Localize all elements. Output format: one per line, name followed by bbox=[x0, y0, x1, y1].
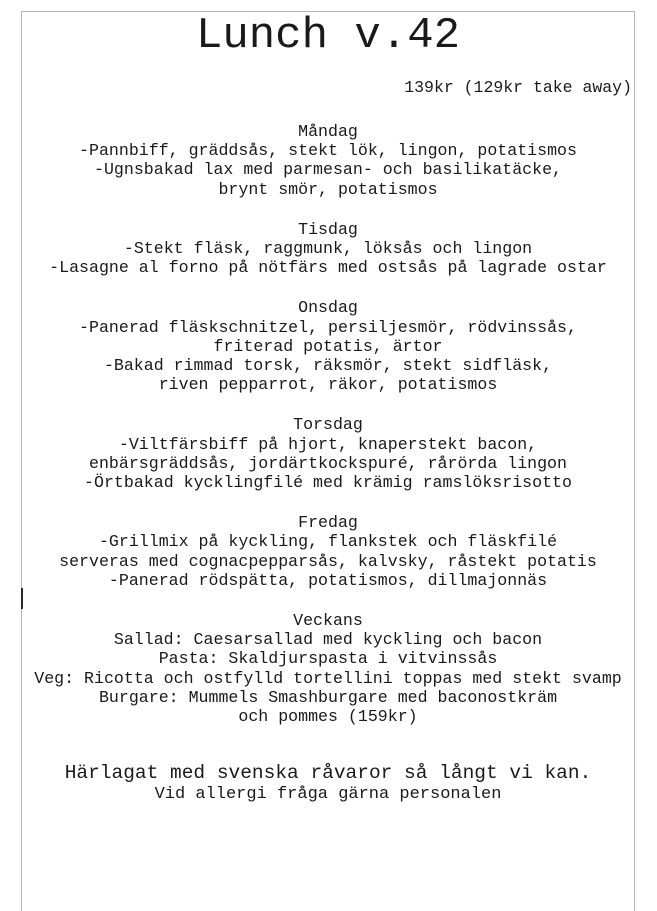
menu-line: -Örtbakad kycklingfilé med krämig ramslöksrisotto bbox=[84, 473, 572, 493]
menu-line: Veg: Ricotta och ostfylld tortellini toppas med stekt svamp bbox=[34, 668, 622, 688]
menu-line: -Panerad rödspätta, potatismos, dillmajonnäs bbox=[108, 570, 548, 590]
menu-line: riven pepparrot, räkor, potatismos bbox=[158, 375, 498, 395]
menu-section bbox=[22, 513, 634, 590]
menu-line: Sallad: Caesarsallad med kyckling och bacon bbox=[113, 630, 543, 650]
menu-line: -Panerad fläskschnitzel, persiljesmör, rödvinssås, bbox=[79, 317, 577, 337]
menu-section bbox=[22, 220, 634, 278]
menu-line: brynt smör, potatismos bbox=[218, 179, 438, 199]
day-heading: Torsdag bbox=[293, 415, 363, 435]
menu-section bbox=[22, 298, 634, 394]
menu-section bbox=[22, 122, 634, 199]
border-mark bbox=[21, 588, 23, 609]
day-heading: Veckans bbox=[293, 611, 363, 631]
page-frame bbox=[21, 11, 635, 911]
menu-line: -Stekt fläsk, raggmunk, löksås och lingon bbox=[123, 239, 533, 259]
menu-line: friterad potatis, ärtor bbox=[213, 336, 443, 356]
day-heading: Tisdag bbox=[298, 219, 358, 239]
menu-line: -Viltfärsbiff på hjort, knaperstekt bacon, bbox=[118, 434, 538, 454]
menu-line: enbärsgräddsås, jordärtkockspuré, rårörda lingon bbox=[89, 453, 567, 473]
menu-section bbox=[22, 611, 634, 726]
menu-line: Pasta: Skaldjurspasta i vitvinssås bbox=[158, 649, 498, 669]
menu-sections bbox=[22, 122, 634, 726]
menu-line: serveras med cognacpepparsås, kalvsky, råstekt potatis bbox=[59, 551, 597, 571]
price-note: 139kr (129kr take away) bbox=[404, 78, 632, 97]
menu-line: -Ugnsbakad lax med parmesan- och basilikatäcke, bbox=[93, 160, 563, 180]
menu-section bbox=[22, 415, 634, 492]
footer bbox=[22, 762, 634, 805]
day-heading: Fredag bbox=[298, 513, 358, 533]
menu-line: -Grillmix på kyckling, flankstek och fläskfilé bbox=[98, 532, 558, 552]
page-title: Lunch v.42 bbox=[195, 11, 461, 61]
footer-note-primary: Härlagat med svenska råvaror så långt vi kan. bbox=[64, 762, 592, 785]
menu-line: -Lasagne al forno på nötfärs med ostsås på lagrade ostar bbox=[49, 258, 607, 278]
day-heading: Onsdag bbox=[298, 298, 358, 318]
footer-note-secondary: Vid allergi fråga gärna personalen bbox=[154, 785, 502, 805]
menu-line: -Bakad rimmad torsk, räksmör, stekt sidfläsk, bbox=[103, 356, 553, 376]
menu-line: Burgare: Mummels Smashburgare med baconostkräm bbox=[98, 687, 558, 707]
day-heading: Måndag bbox=[298, 122, 358, 141]
menu-line: -Pannbiff, gräddsås, stekt lök, lingon, potatismos bbox=[79, 141, 577, 161]
menu-line: och pommes (159kr) bbox=[238, 707, 418, 727]
